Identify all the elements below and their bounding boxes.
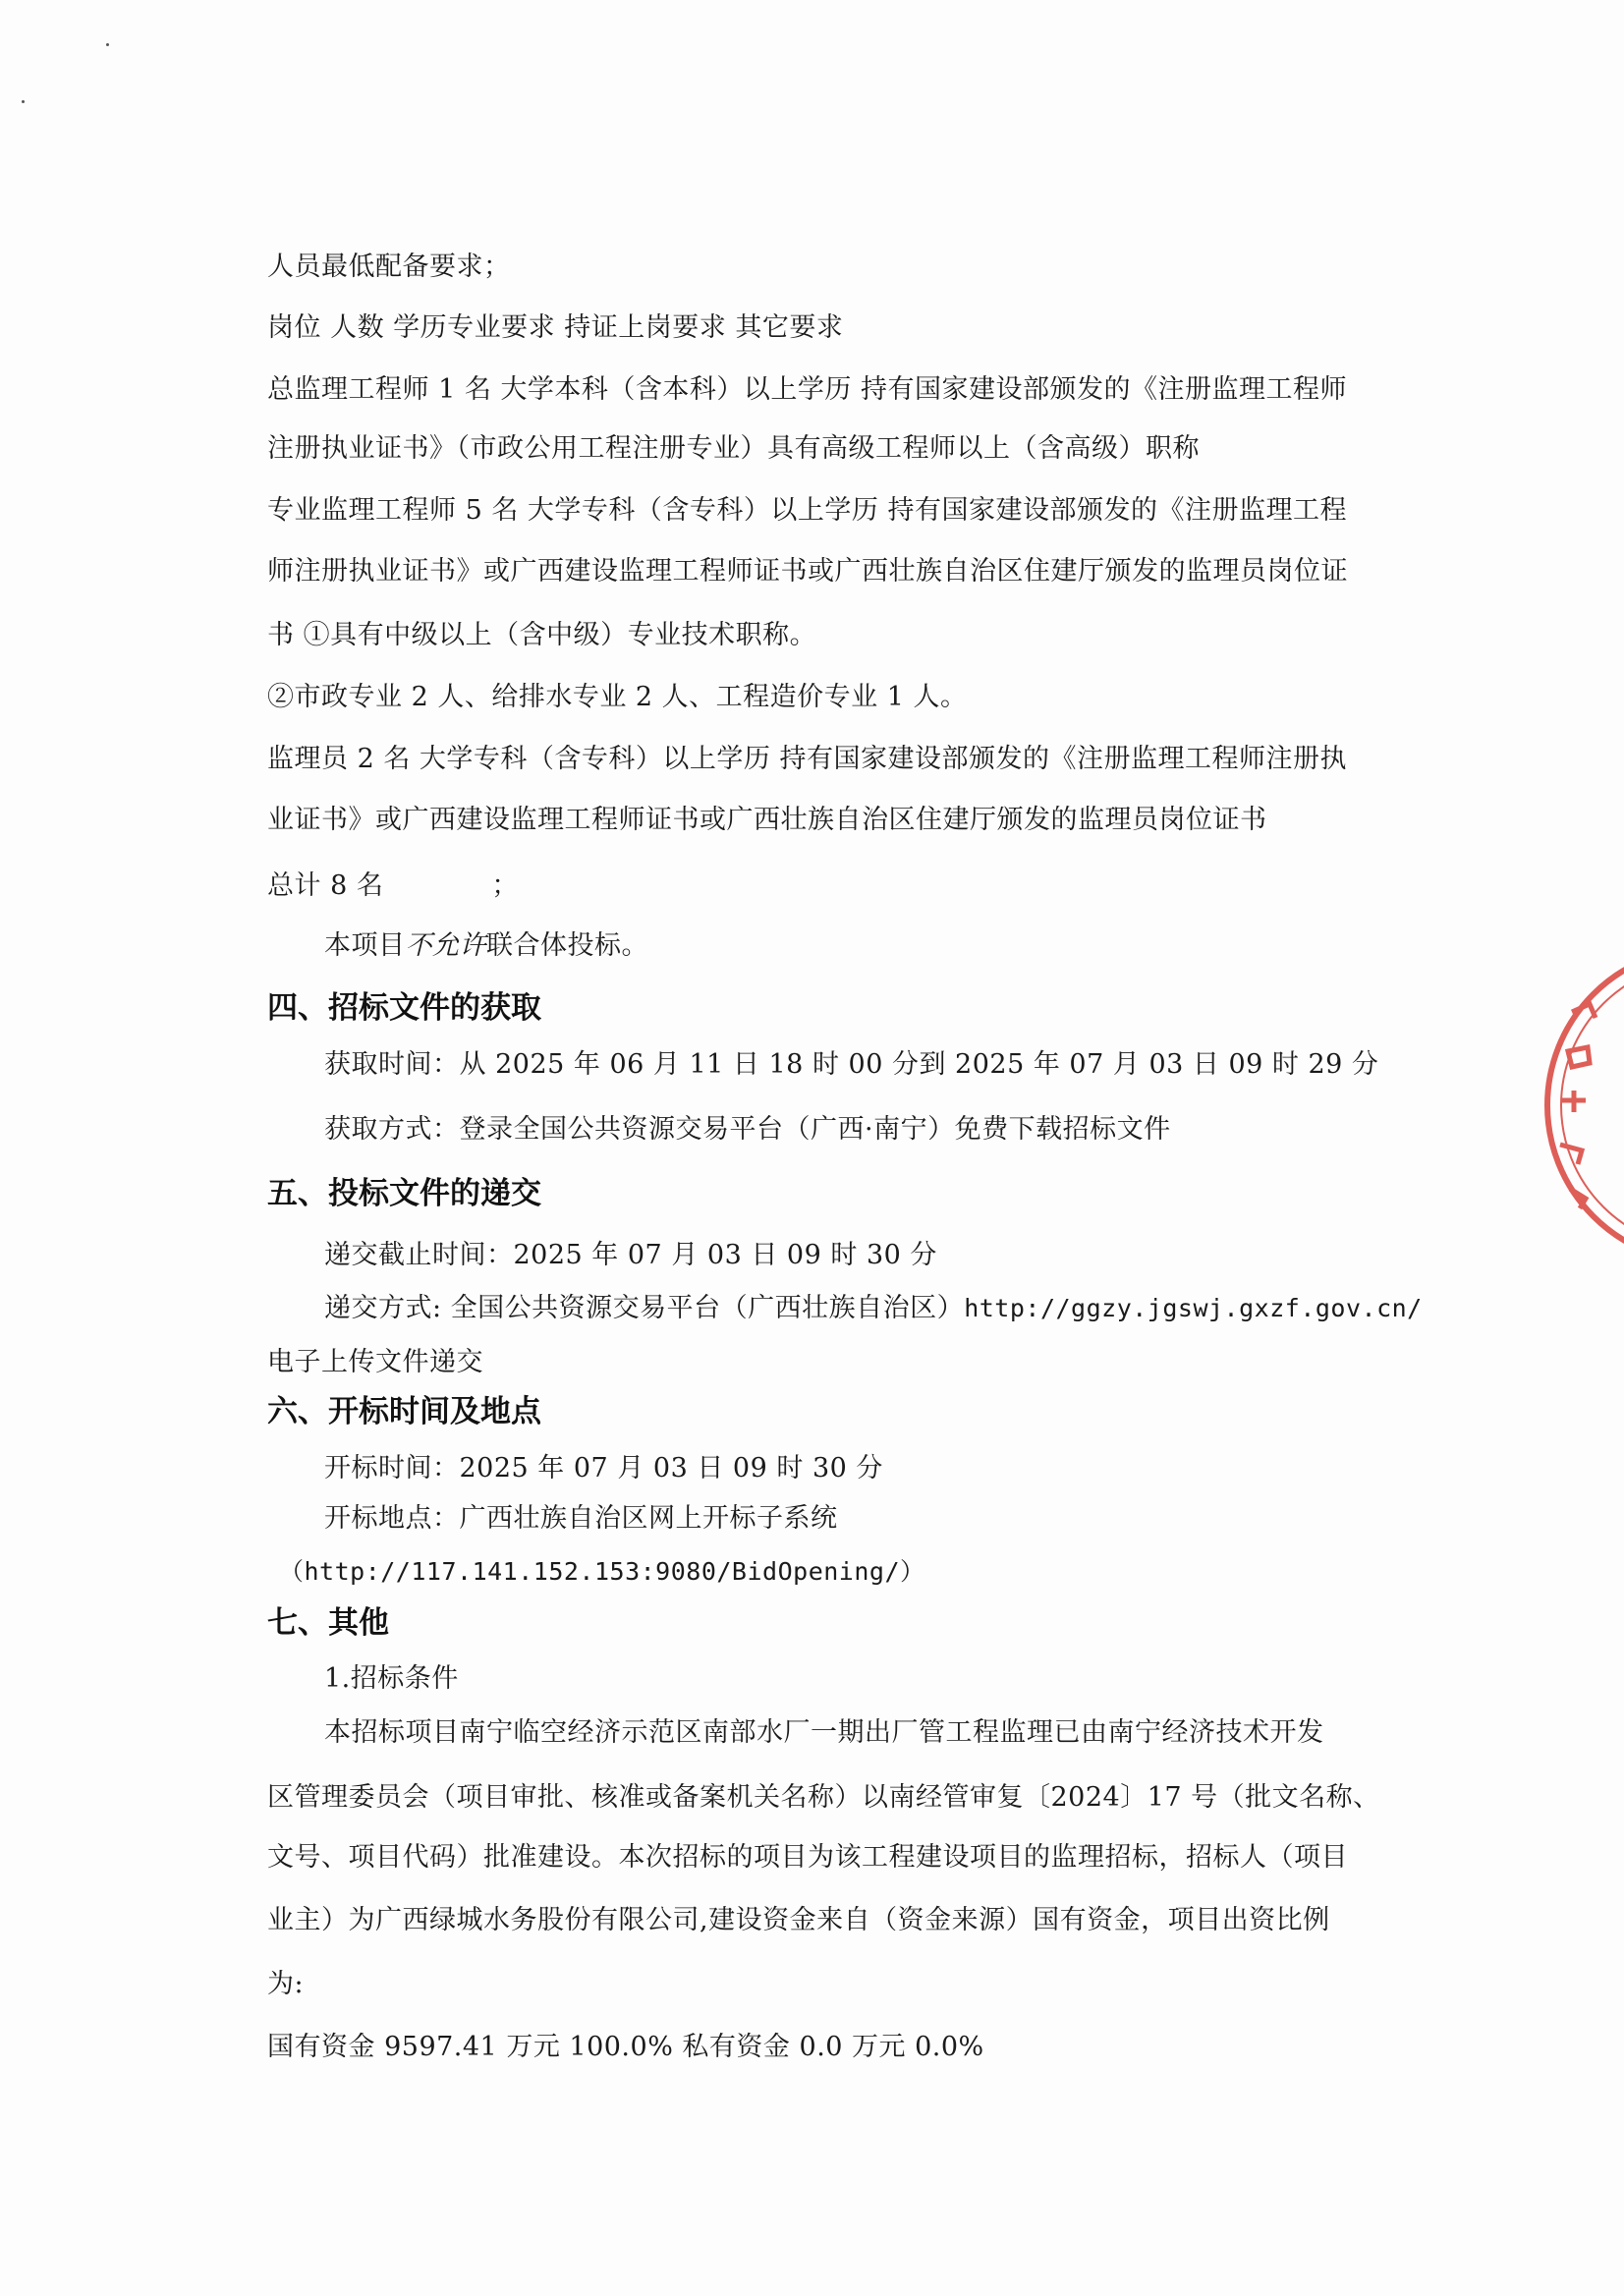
text-line: 人员最低配备要求； bbox=[267, 252, 511, 282]
text-line: 获取方式：登录全国公共资源交易平台（广西·南宁）免费下载招标文件 bbox=[324, 1114, 1171, 1145]
url-text: （http://117.141.152.153:9080/BidOpening/） bbox=[279, 1557, 925, 1586]
text-line: 电子上传文件递交 bbox=[267, 1347, 483, 1377]
text-line: 注册执业证书》（市政公用工程注册专业）具有高级工程师以上（含高级）职称 bbox=[267, 433, 1200, 464]
text-line: 为: bbox=[267, 1969, 305, 1999]
text-span-italic: 不允许 bbox=[405, 930, 486, 961]
text-line: 获取时间：从 2025 年 06 月 11 日 18 时 00 分到 2025 年 07 月 03 日 09 时 29 分 bbox=[324, 1049, 1379, 1080]
text-line: 文号、项目代码）批准建设。本次招标的项目为该工程建设项目的监理招标，招标人（项目 bbox=[267, 1842, 1348, 1873]
text-line: 开标地点：广西壮族自治区网上开标子系统 bbox=[324, 1503, 838, 1534]
section-heading: 六、开标时间及地点 bbox=[267, 1394, 541, 1429]
text-line: 1.招标条件 bbox=[324, 1663, 459, 1694]
text-line: 区管理委员会（项目审批、核准或备案机关名称）以南经管审复〔2024〕17 号（批文名称、 bbox=[267, 1782, 1380, 1813]
text-span: 联合体投标。 bbox=[486, 930, 648, 961]
text-line: ②市政专业 2 人、给排水专业 2 人、工程造价专业 1 人。 bbox=[267, 682, 968, 712]
section-heading: 七、其他 bbox=[267, 1605, 389, 1641]
seal-stamp-graphic bbox=[1533, 943, 1624, 1267]
section-heading: 四、招标文件的获取 bbox=[267, 990, 541, 1026]
section-heading: 五、投标文件的递交 bbox=[267, 1176, 541, 1211]
text-span: 递交方式: 全国公共资源交易平台（广西壮族自治区） bbox=[324, 1293, 965, 1323]
text-line: 开标时间：2025 年 07 月 03 日 09 时 30 分 bbox=[324, 1453, 883, 1484]
text-line: 书 ①具有中级以上（含中级）专业技术职称。 bbox=[267, 620, 817, 650]
official-seal-stamp bbox=[1533, 943, 1624, 1267]
text-line: 递交截止时间：2025 年 07 月 03 日 09 时 30 分 bbox=[324, 1240, 937, 1270]
url-text: http://ggzy.jgswj.gxzf.gov.cn/ bbox=[964, 1294, 1423, 1322]
text-span: 本项目 bbox=[324, 930, 406, 961]
text-line: 监理员 2 名 大学专科（含专科）以上学历 持有国家建设部颁发的《注册监理工程师注册执 bbox=[267, 744, 1348, 774]
text-line: 本招标项目南宁临空经济示范区南部水厂一期出厂管工程监理已由南宁经济技术开发 bbox=[324, 1717, 1324, 1748]
text-line: 总监理工程师 1 名 大学本科（含本科）以上学历 持有国家建设部颁发的《注册监理工程师 bbox=[267, 374, 1348, 405]
text-line: 总计 8 名 ； bbox=[267, 870, 519, 901]
text-line bbox=[324, 1289, 1423, 1328]
text-line: 专业监理工程师 5 名 大学专科（含专科）以上学历 持有国家建设部颁发的《注册监理工程 bbox=[267, 495, 1348, 526]
text-line: 业主）为广西绿城水务股份有限公司,建设资金来自（资金来源）国有资金，项目出资比例 bbox=[267, 1905, 1330, 1935]
scan-speck bbox=[22, 100, 25, 103]
text-line: 师注册执业证书》或广西建设监理工程师证书或广西壮族自治区住建厅颁发的监理员岗位证 bbox=[267, 556, 1348, 587]
text-line: 岗位 人数 学历专业要求 持证上岗要求 其它要求 bbox=[267, 312, 844, 343]
scan-speck bbox=[106, 43, 109, 46]
text-line: 业证书》或广西建设监理工程师证书或广西壮族自治区住建厅颁发的监理员岗位证书 bbox=[267, 805, 1267, 835]
text-line bbox=[324, 926, 648, 966]
text-line: 国有资金 9597.41 万元 100.0% 私有资金 0.0 万元 0.0% bbox=[267, 2032, 984, 2062]
